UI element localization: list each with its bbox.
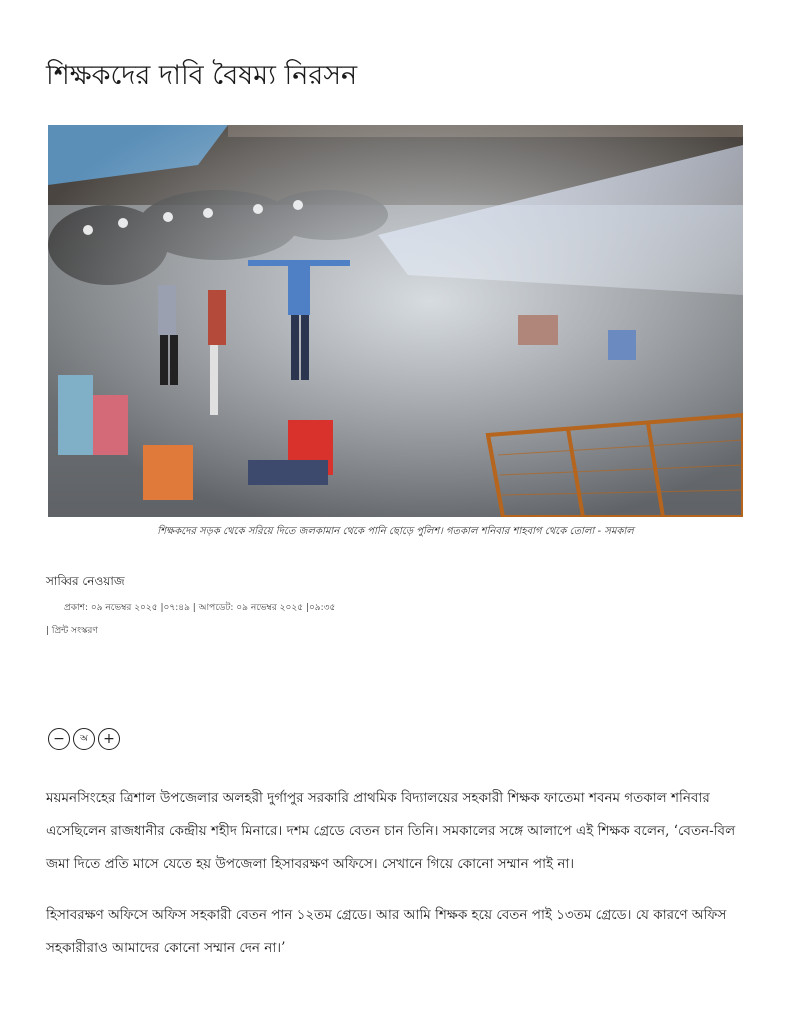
print-edition-link[interactable]: | প্রিন্ট সংস্করণ <box>46 626 98 636</box>
decrease-font-button[interactable]: − <box>48 728 70 750</box>
author-name[interactable]: সাব্বির নেওয়াজ <box>46 574 125 588</box>
increase-font-button[interactable]: + <box>98 728 120 750</box>
reset-font-button[interactable]: অ <box>73 728 95 750</box>
photo-caption: শিক্ষকদের সড়ক থেকে সরিয়ে দিতে জলকামান থেকে পানি ছোড়ে পুলিশ। গতকাল শনিবার শাহবাগ থেকে তোলা - সমকাল <box>157 526 634 537</box>
font-size-controls <box>48 728 120 750</box>
publish-meta: প্রকাশ: ০৯ নভেম্বর ২০২৫ |০৭:৪৯ | আপডেট: ০৯ নভেম্বর ২০২৫ |০৯:৩৫ <box>64 603 336 613</box>
article-paragraph: ময়মনসিংহের ত্রিশাল উপজেলার অলহরী দুর্গাপুর সরকারি প্রাথমিক বিদ্যালয়ের সহকারী শিক্ষক ফাতেমা শবনম গতকাল শনিবার এসেছিলেন রাজধানীর কেন্দ্রীয় শহীদ মিনারে। দশম গ্রেডে বেতন চান তিনি। সমকালের সঙ্গে আলাপে এই শিক্ষক বলেন, ‘বেতন-বিল জমা দিতে প্রতি মাসে যেতে হয় উপজেলা হিসাবরক্ষণ অফিসে। সেখানে গিয়ে কোনো সম্মান পাই না। <box>46 790 736 872</box>
article-headline: শিক্ষকদের দাবি বৈষম্য নিরসন <box>46 60 358 91</box>
article-photo <box>48 125 743 517</box>
article-paragraph: হিসাবরক্ষণ অফিসে অফিস সহকারী বেতন পান ১২তম গ্রেডে। আর আমি শিক্ষক হয়ে বেতন পাই ১৩তম গ্রেডে। যে কারণে অফিস সহকারীরাও আমাদের কোনো সম্মান দেন না।’ <box>46 907 727 956</box>
